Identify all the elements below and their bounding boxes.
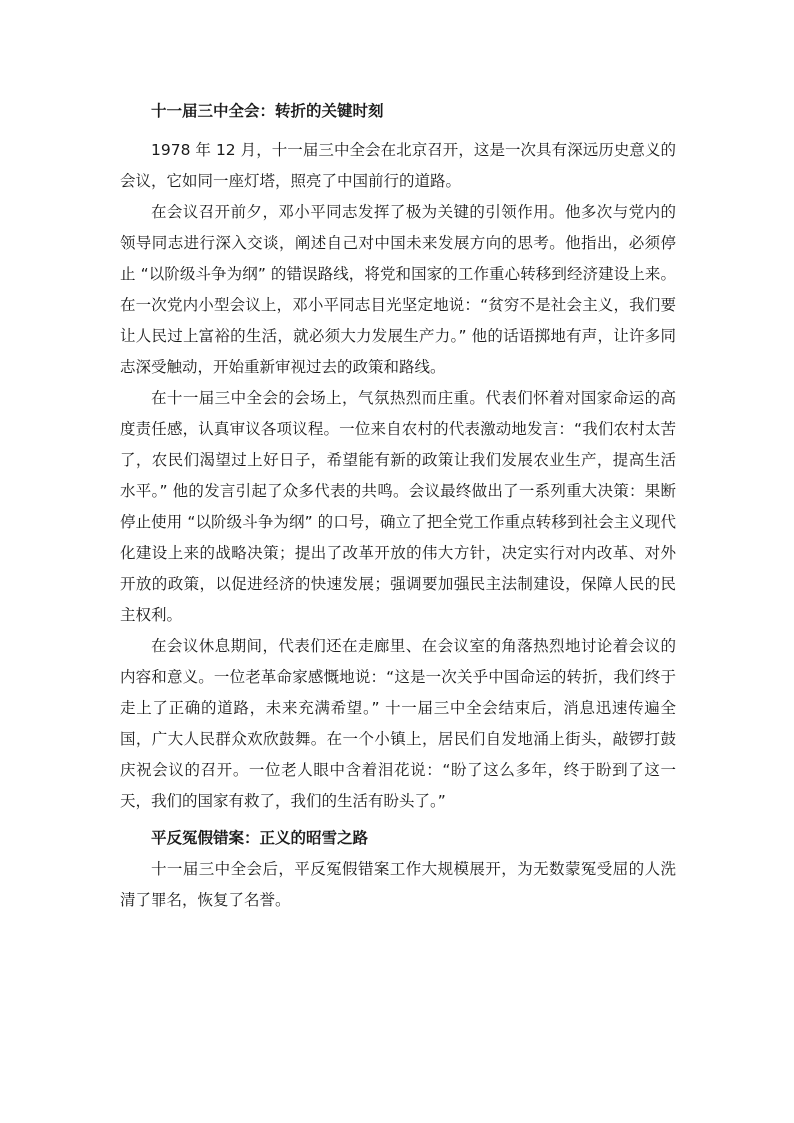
paragraph-plenum-decisions: 在十一届三中全会的会场上，气氛热烈而庄重。代表们怀着对国家命运的高度责任感，认真审议各项议程。一位来自农村的代表激动地发言：“我们农村太苦了，农民们渴望过上好日子，希望能有新的政策让我们发展农业生产，提高生活水平。” 他的发言引起了众多代表的共鸣。会议最终做出了一系列重大决策：果断停止使用 “以阶级斗争为纲” 的口号，确立了把全党工作重点转移到社会主义现代化建设上来的战略决策；提出了改革开放的伟大方针，决定实行对内改革、对外开放的政策，以促进经济的快速发展；强调要加强民主法制建设，保障人民的民主权利。 xyxy=(120,389,676,624)
section-heading-third-plenum: 十一届三中全会：转折的关键时刻 xyxy=(151,102,384,120)
paragraph-public-reaction: 在会议休息期间，代表们还在走廊里、在会议室的角落热烈地讨论着会议的内容和意义。一位老革命家感慨地说：“这是一次关乎中国命运的转折，我们终于走上了正确的道路，未来充满希望。” 十一届三中全会结束后，消息迅速传遍全国，广大人民群众欢欣鼓舞。在一个小镇上，居民们自发地涌上街头，敲锣打鼓庆祝会议的召开。一位老人眼中含着泪花说：“盼了这么多年，终于盼到了这一天，我们的国家有救了，我们的生活有盼头了。” xyxy=(120,637,676,810)
paragraph-deng-xiaoping-guidance: 在会议召开前夕，邓小平同志发挥了极为关键的引领作用。他多次与党内的领导同志进行深入交谈，阐述自己对中国未来发展方向的思考。他指出，必须停止 “以阶级斗争为纲” 的错误路线，将党和国家的工作重心转移到经济建设上来。在一次党内小型会议上，邓小平同志目光坚定地说：“贫穷不是社会主义，我们要让人民过上富裕的生活，就必须大力发展生产力。” 他的话语掷地有声，让许多同志深受触动，开始重新审视过去的政策和路线。 xyxy=(120,203,676,376)
section-heading-rehabilitation: 平反冤假错案：正义的昭雪之路 xyxy=(151,829,369,847)
paragraph-rehabilitation-intro: 十一届三中全会后，平反冤假错案工作大规模展开，为无数蒙冤受屈的人洗清了罪名，恢复了名誉。 xyxy=(120,860,676,909)
paragraph-1978-plenum-intro: 1978 年 12 月，十一届三中全会在北京召开，这是一次具有深远历史意义的会议，它如同一座灯塔，照亮了中国前行的道路。 xyxy=(120,141,676,190)
document-body xyxy=(120,96,676,916)
